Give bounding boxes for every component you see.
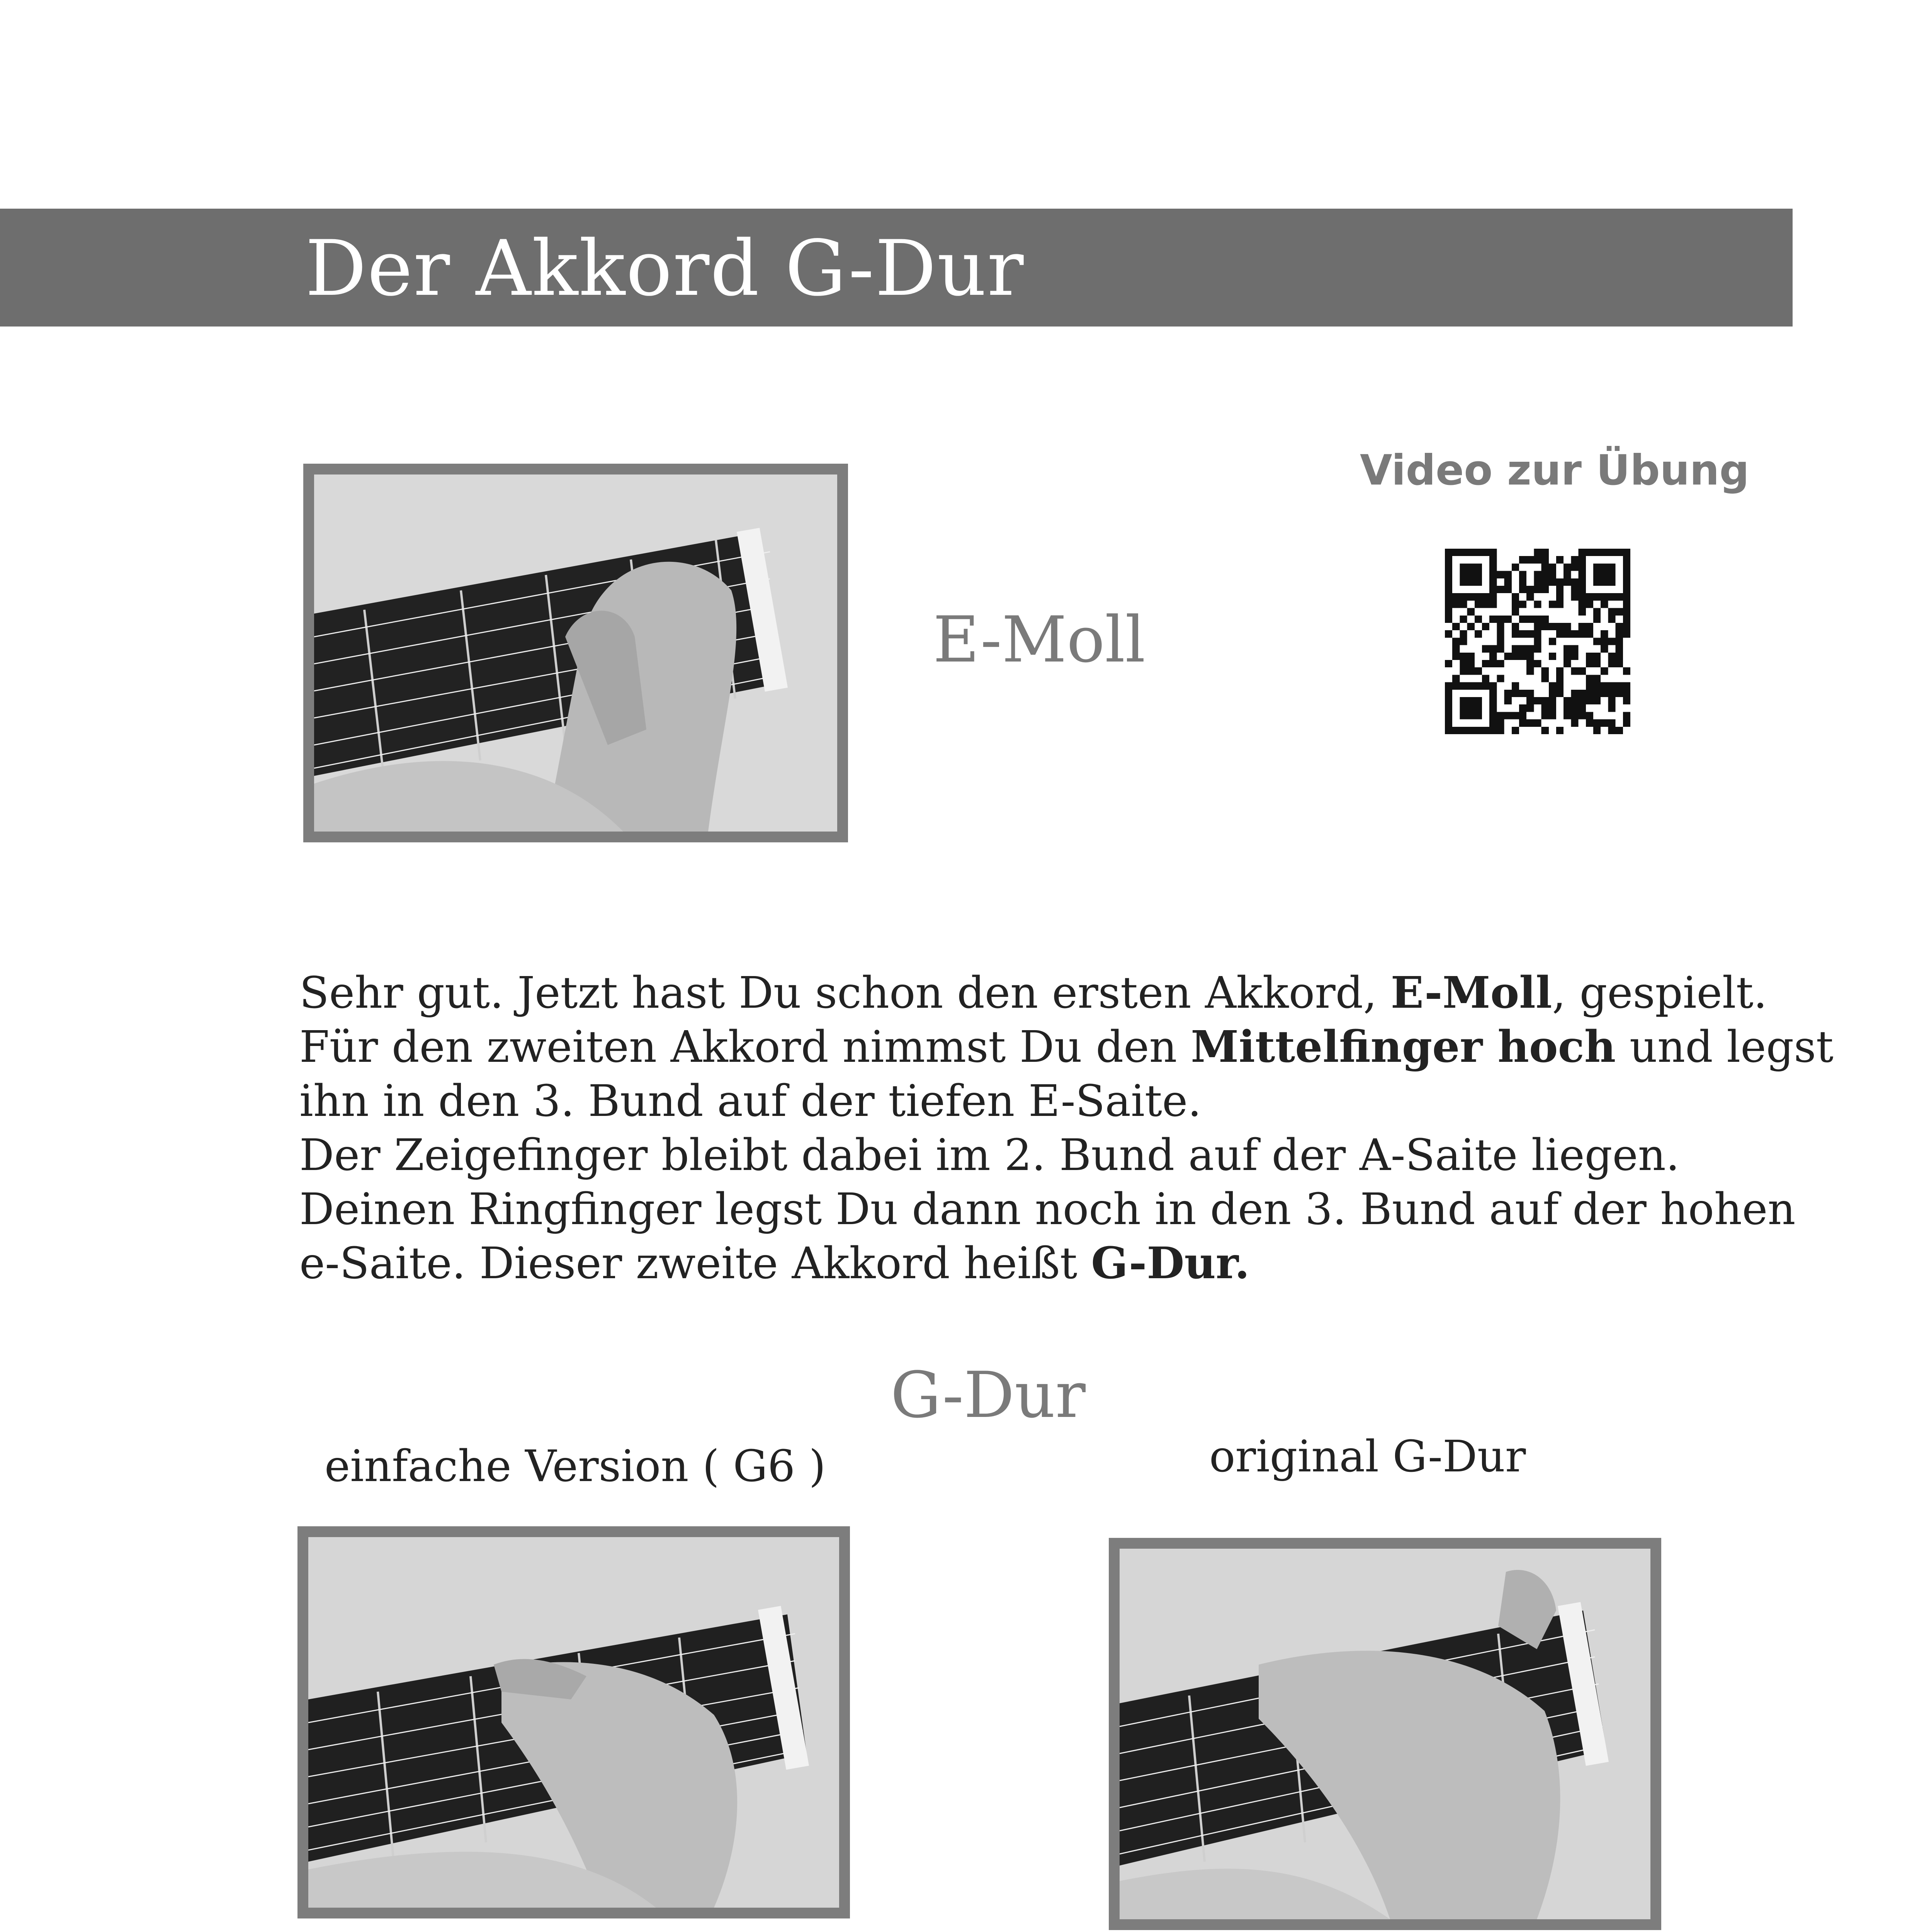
intro-line: e-Saite. Dieser zweite Akkord heißt G-Dur.: [299, 1238, 1250, 1289]
intro-line: Sehr gut. Jetzt hast Du schon den ersten Akkord, E-Moll, gespielt.: [299, 968, 1767, 1018]
original-version-caption: original G-Dur: [1209, 1432, 1526, 1482]
simple-version-caption: einfache Version ( G6 ): [325, 1441, 826, 1492]
g6-photo: [297, 1526, 850, 1918]
guitar-hand-photo-icon: [1120, 1549, 1650, 1919]
gdur-photo: [1109, 1538, 1661, 1930]
intro-line: Für den zweiten Akkord nimmst Du den Mittelfinger hoch und legst: [299, 1022, 1834, 1072]
intro-line: Der Zeigefinger bleibt dabei im 2. Bund auf der A-Saite liegen.: [299, 1130, 1680, 1180]
emoll-label: E-Moll: [933, 603, 1145, 677]
video-label: Video zur Übung: [1360, 446, 1749, 495]
intro-line: Deinen Ringfinger legst Du dann noch in den 3. Bund auf der hohen: [299, 1184, 1796, 1235]
intro-line: ihn in den 3. Bund auf der tiefen E-Saite.: [299, 1076, 1202, 1126]
qr-code-icon[interactable]: [1445, 549, 1630, 734]
emoll-photo: [303, 464, 848, 842]
guitar-hand-photo-icon: [314, 474, 837, 832]
guitar-hand-photo-icon: [308, 1537, 839, 1908]
page-title: Der Akkord G-Dur: [305, 224, 1025, 313]
gdur-label: G-Dur: [891, 1358, 1086, 1432]
intro-paragraph: [299, 966, 1834, 1291]
